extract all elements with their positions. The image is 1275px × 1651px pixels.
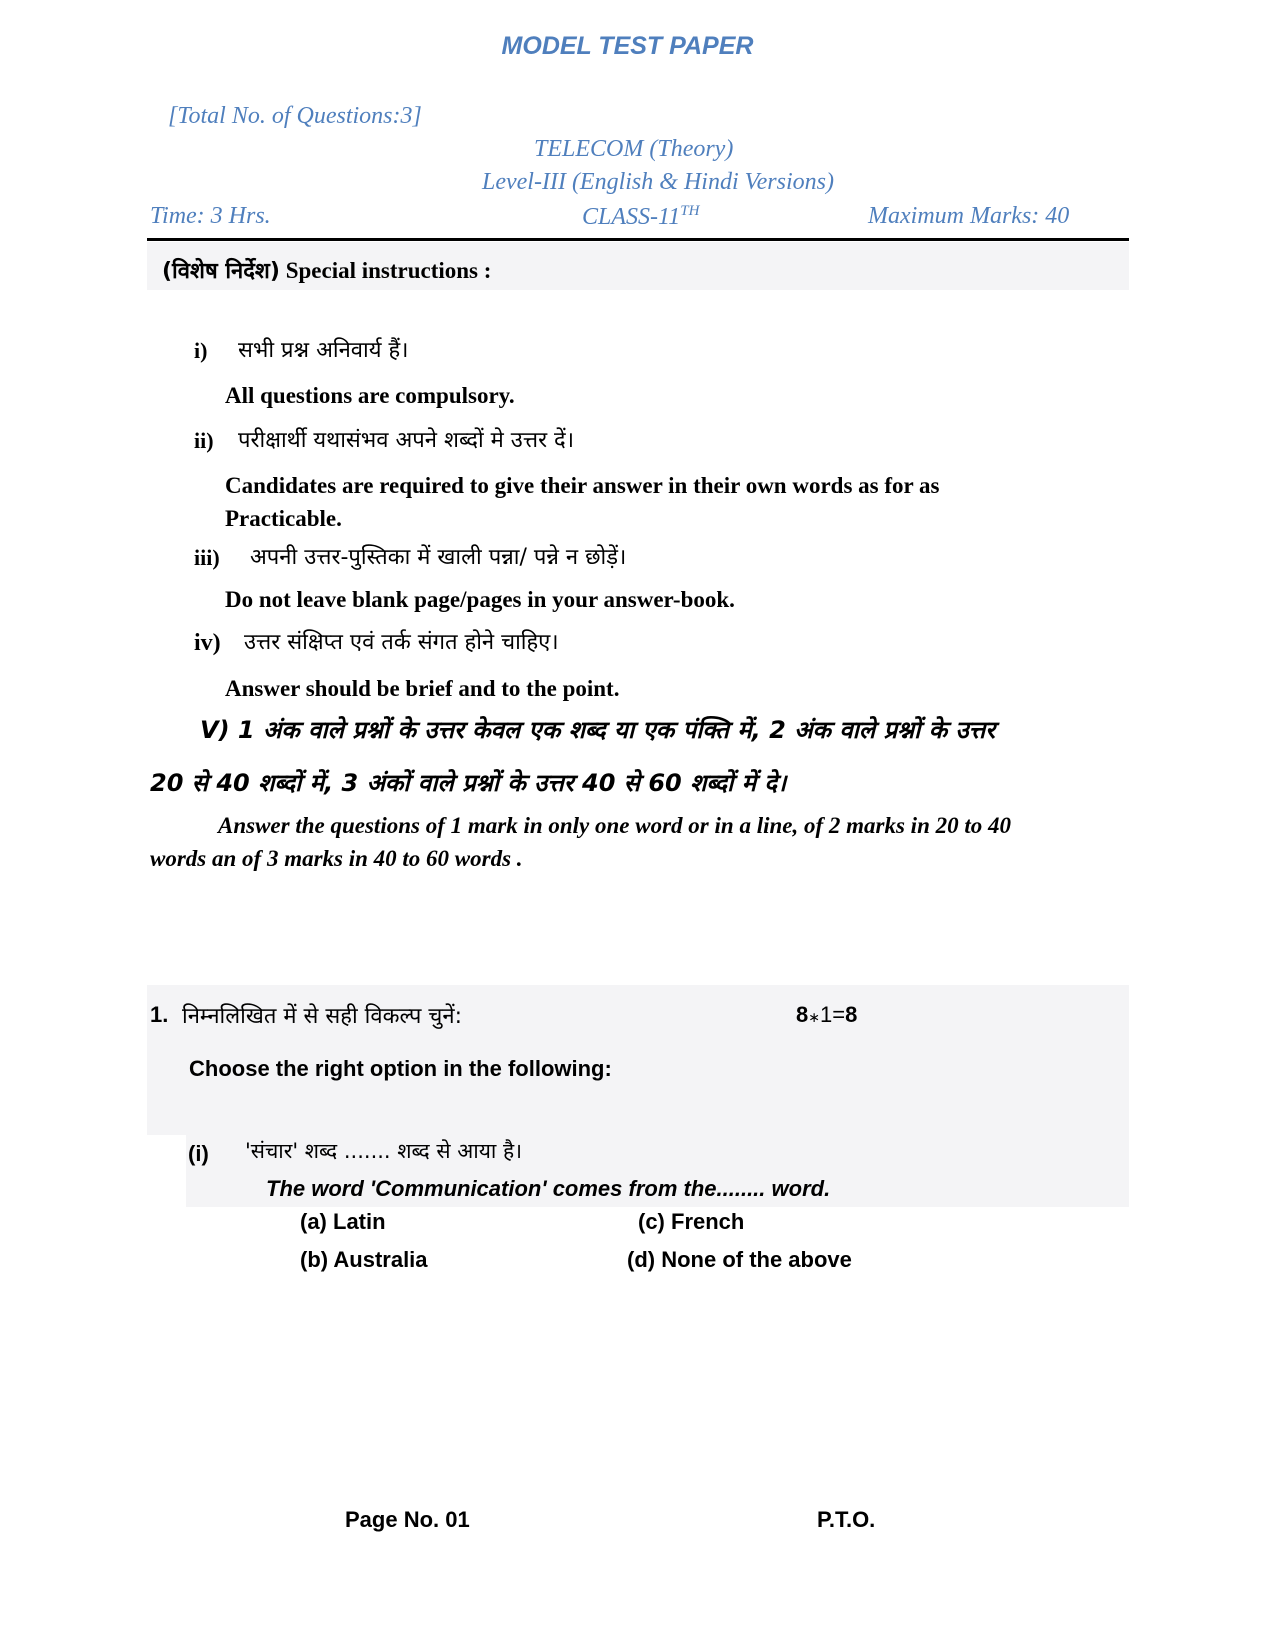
instruction-hindi: सभी प्रश्न अनिवार्य हैं। xyxy=(238,338,409,363)
instructions-heading xyxy=(162,255,491,285)
instruction-number: ii) xyxy=(194,428,214,453)
instructions-heading-hindi: (विशेष निर्देश) xyxy=(162,259,280,284)
option-c: (c) French xyxy=(638,1209,745,1234)
instruction-v-english-line1: Answer the questions of 1 mark in only one word or in a line, of 2 marks in 20 to 40 xyxy=(218,813,1011,838)
question-number: 1. xyxy=(150,1002,169,1027)
instruction-english: All questions are compulsory. xyxy=(225,383,515,408)
instruction-v-hindi-line2: 20 से 40 शब्दों में, 3 अंकों वाले प्रश्नों के उत्तर 40 से 60 शब्दों में दे। xyxy=(150,769,787,797)
subquestion-number: (i) xyxy=(188,1141,209,1166)
option-a: (a) Latin xyxy=(300,1209,386,1234)
subquestion-english: The word 'Communication' comes from the........ word. xyxy=(266,1176,831,1201)
instruction-english: Answer should be brief and to the point. xyxy=(225,676,620,701)
option-b: (b) Australia xyxy=(300,1247,428,1272)
paper-title: MODEL TEST PAPER xyxy=(501,32,754,60)
time-allowed: Time: 3 Hrs. xyxy=(150,203,271,229)
class-main: CLASS-11 xyxy=(582,204,681,230)
option-d: (d) None of the above xyxy=(627,1247,852,1272)
instruction-hindi: अपनी उत्तर-पुस्तिका में खाली पन्ना/ पन्ने न छोड़ें। xyxy=(250,545,627,570)
total-questions: [Total No. of Questions:3] xyxy=(168,103,422,129)
please-turn-over: P.T.O. xyxy=(817,1507,876,1532)
question-english: Choose the right option in the following: xyxy=(189,1056,612,1081)
instruction-english: Do not leave blank page/pages in your answer-book. xyxy=(225,587,735,612)
class-sup: TH xyxy=(680,203,700,219)
subquestion-hindi: 'संचार' शब्द ....... शब्द से आया है। xyxy=(245,1139,523,1163)
instruction-v-english-line2: words an of 3 marks in 40 to 60 words . xyxy=(150,846,523,871)
instruction-hindi: परीक्षार्थी यथासंभव अपने शब्दों मे उत्तर दें। xyxy=(238,428,575,453)
question-hindi: निम्नलिखित में से सही विकल्प चुनें: xyxy=(182,1004,462,1029)
class-label xyxy=(582,203,699,231)
instruction-number: i) xyxy=(194,338,208,363)
maximum-marks: Maximum Marks: 40 xyxy=(868,203,1070,229)
instruction-english-continued: Practicable. xyxy=(225,506,342,531)
header-divider xyxy=(147,238,1129,241)
instruction-v-hindi-line1: V) 1 अंक वाले प्रश्नों के उत्तर केवल एक शब्द या एक पंक्ति में, 2 अंक वाले प्रश्नों के उत्तर xyxy=(200,716,996,744)
level-title: Level-III (English & Hindi Versions) xyxy=(482,169,834,195)
subject-title: TELECOM (Theory) xyxy=(534,136,734,162)
question-marks: 8∗1=8 xyxy=(796,1002,858,1027)
instruction-english: Candidates are required to give their answer in their own words as for as xyxy=(225,473,940,498)
instructions-heading-english: Special instructions : xyxy=(279,258,492,283)
instruction-hindi: उत्तर संक्षिप्त एवं तर्क संगत होने चाहिए। xyxy=(244,630,559,655)
page-number: Page No. 01 xyxy=(345,1507,470,1532)
instruction-number: iv) xyxy=(194,630,221,656)
instruction-number: iii) xyxy=(194,545,220,570)
